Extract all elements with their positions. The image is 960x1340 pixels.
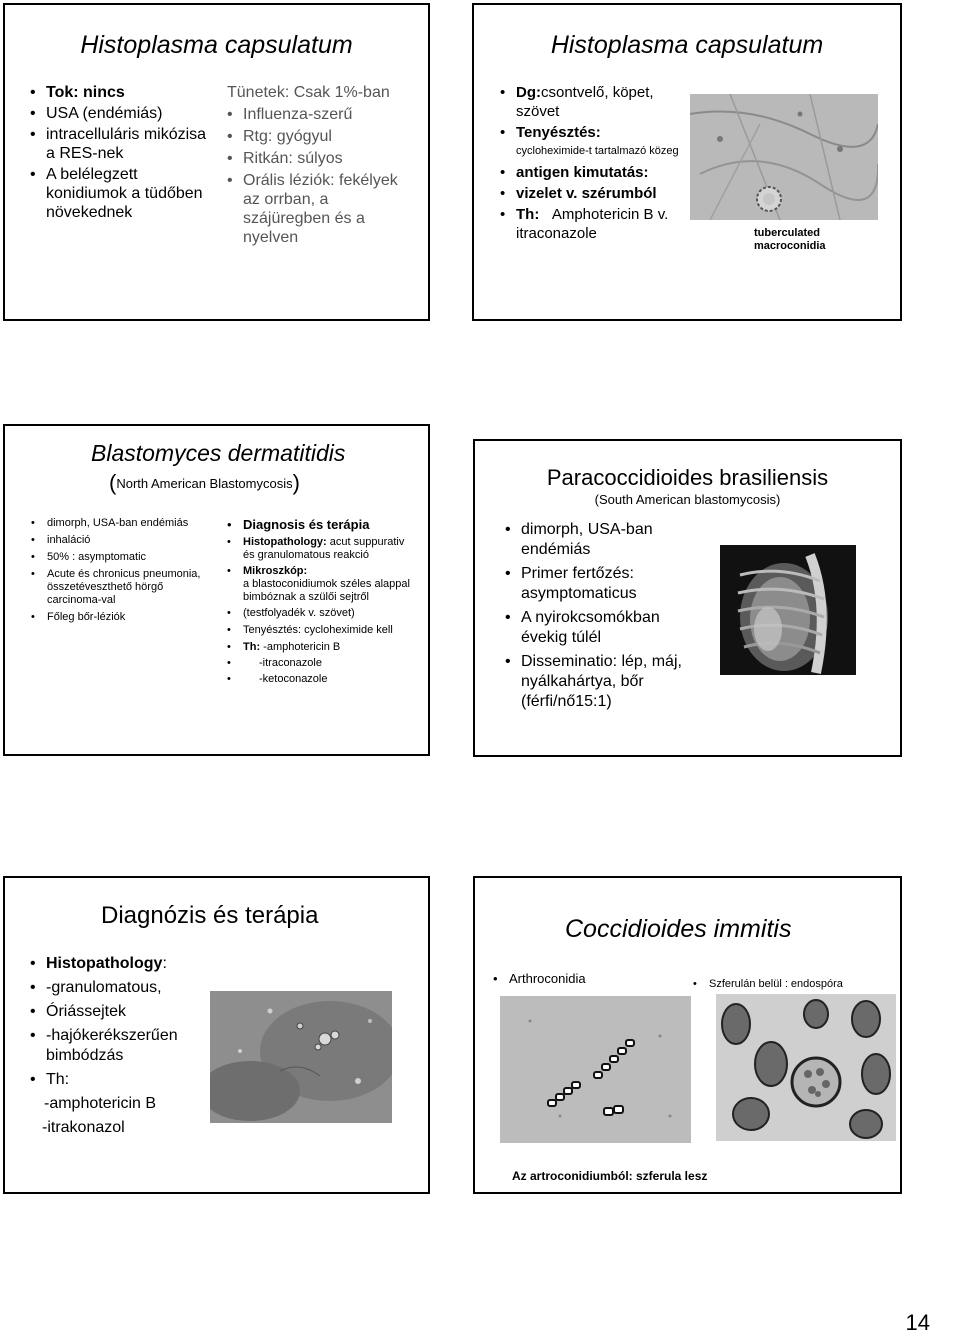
list-item: • intracelluláris mikózisa a RES-nek (30, 125, 218, 163)
left-label-list (493, 971, 586, 987)
xray-image (720, 545, 856, 675)
list-item: -amphotericin B (44, 1095, 157, 1112)
slide-coccidioides (473, 876, 902, 1194)
list-item: • Mikroszkóp: a blastoconidiumok széles alappal bimbóznak a szülői sejtről (227, 565, 412, 604)
micrograph-arthroconidia (500, 996, 691, 1143)
list-item: • Tenyésztés: (500, 123, 685, 142)
list-item: • USA (endémiás) (30, 104, 218, 123)
list-item: • (testfolyadék v. szövet) (227, 607, 412, 620)
micrograph-histopathology (210, 991, 392, 1123)
bullet-list (505, 520, 691, 712)
bullet-list (30, 954, 200, 1138)
slide-subtitle: (North American Blastomycosis) (109, 470, 300, 495)
list-item: • Diagnosis és terápia (227, 517, 412, 533)
figure-caption: Az artroconidiumból: szferula lesz (512, 1169, 708, 1183)
slide-histoplasma-1 (3, 3, 430, 321)
list-item: • Histopathology: acut suppurativ és granulomatous reakció (227, 536, 412, 562)
bullet-list-right (227, 83, 417, 247)
list-item: • Th: (30, 1070, 200, 1090)
list-item: • Főleg bőr-léziók (31, 611, 206, 624)
bullet-list (500, 83, 685, 243)
list-item: • Acute és chronicus pneumonia, összetéveszthető hörgő carcinoma-val (31, 568, 206, 607)
micrograph-spherules (716, 994, 896, 1141)
list-item: • Th: Amphotericin B v. itraconazole (500, 205, 685, 243)
list-item: • Ritkán: súlyos (227, 149, 417, 168)
list-item: • Dg:csontvelő, köpet, szövet (500, 83, 685, 121)
list-item: • -itraconazole (227, 657, 412, 670)
list-item: • -granulomatous, (30, 978, 200, 998)
list-item: • inhaláció (31, 534, 206, 547)
list-item: • -ketoconazole (227, 673, 412, 686)
list-item: • A nyirokcsomókban évekig túlél (505, 608, 691, 648)
slide-diagnozis (3, 876, 430, 1194)
slide-histoplasma-2 (472, 3, 902, 321)
list-item: • A belélegzett konidiumok a tüdőben növekednek (30, 165, 218, 222)
list-item: • Óriássejtek (30, 1002, 200, 1022)
slide-title: Paracoccidioides brasiliensis (546, 465, 829, 490)
slide-subtitle: (South American blastomycosis) (594, 492, 781, 507)
list-item: • Primer fertőzés: asymptomaticus (505, 564, 691, 604)
list-item: • Orális léziók: fekélyek az orrban, a szájüregben és a nyelven (227, 171, 417, 247)
list-item: • Disseminatio: lép, máj, nyálkahártya, bőr (férfi/nő15:1) (505, 652, 691, 712)
list-item: • dimorph, USA-ban endémiás (505, 520, 691, 560)
right-label-list (693, 977, 843, 991)
list-item: • dimorph, USA-ban endémiás (31, 517, 206, 530)
list-item: • vizelet v. szérumból (500, 184, 685, 203)
micrograph-caption: tuberculated macroconidia (754, 227, 826, 252)
list-item: • Tok: nincs (30, 83, 218, 102)
list-item: Tünetek: Csak 1%-ban (227, 84, 390, 101)
bullet-list-left (30, 83, 218, 222)
slide-paracoccidioides (473, 439, 902, 757)
slide-title: Coccidioides immitis (565, 915, 792, 943)
slide-title: Histoplasma capsulatum (550, 31, 824, 59)
list-item: • Rtg: gyógyul (227, 127, 417, 146)
list-item: • Histopathology: (30, 954, 200, 974)
slide-title: Blastomyces dermatitidis (91, 440, 346, 466)
slide-title: Histoplasma capsulatum (80, 31, 353, 59)
micrograph-histoplasma (690, 94, 878, 220)
list-item: • antigen kimutatás: (500, 163, 685, 182)
list-item: • Arthroconidia (493, 971, 586, 987)
page-number: 14 (905, 1310, 930, 1335)
bullet-list-right (227, 517, 412, 686)
list-item: • Influenza-szerű (227, 105, 417, 124)
list-item: • Th: -amphotericin B (227, 641, 412, 654)
list-item: • Tenyésztés: cycloheximide kell (227, 624, 412, 637)
list-item: -itrakonazol (42, 1119, 125, 1136)
list-item: cycloheximide-t tartalmazó közeg (516, 145, 679, 157)
list-item: • Szferulán belül : endospóra (693, 977, 843, 991)
slide-title: Diagnózis és terápia (101, 902, 319, 929)
bullet-list-left (31, 517, 206, 624)
list-item: • 50% : asymptomatic (31, 551, 206, 564)
list-item: • -hajókerékszerűen bimbódzás (30, 1026, 200, 1066)
slide-blastomyces (3, 424, 430, 756)
